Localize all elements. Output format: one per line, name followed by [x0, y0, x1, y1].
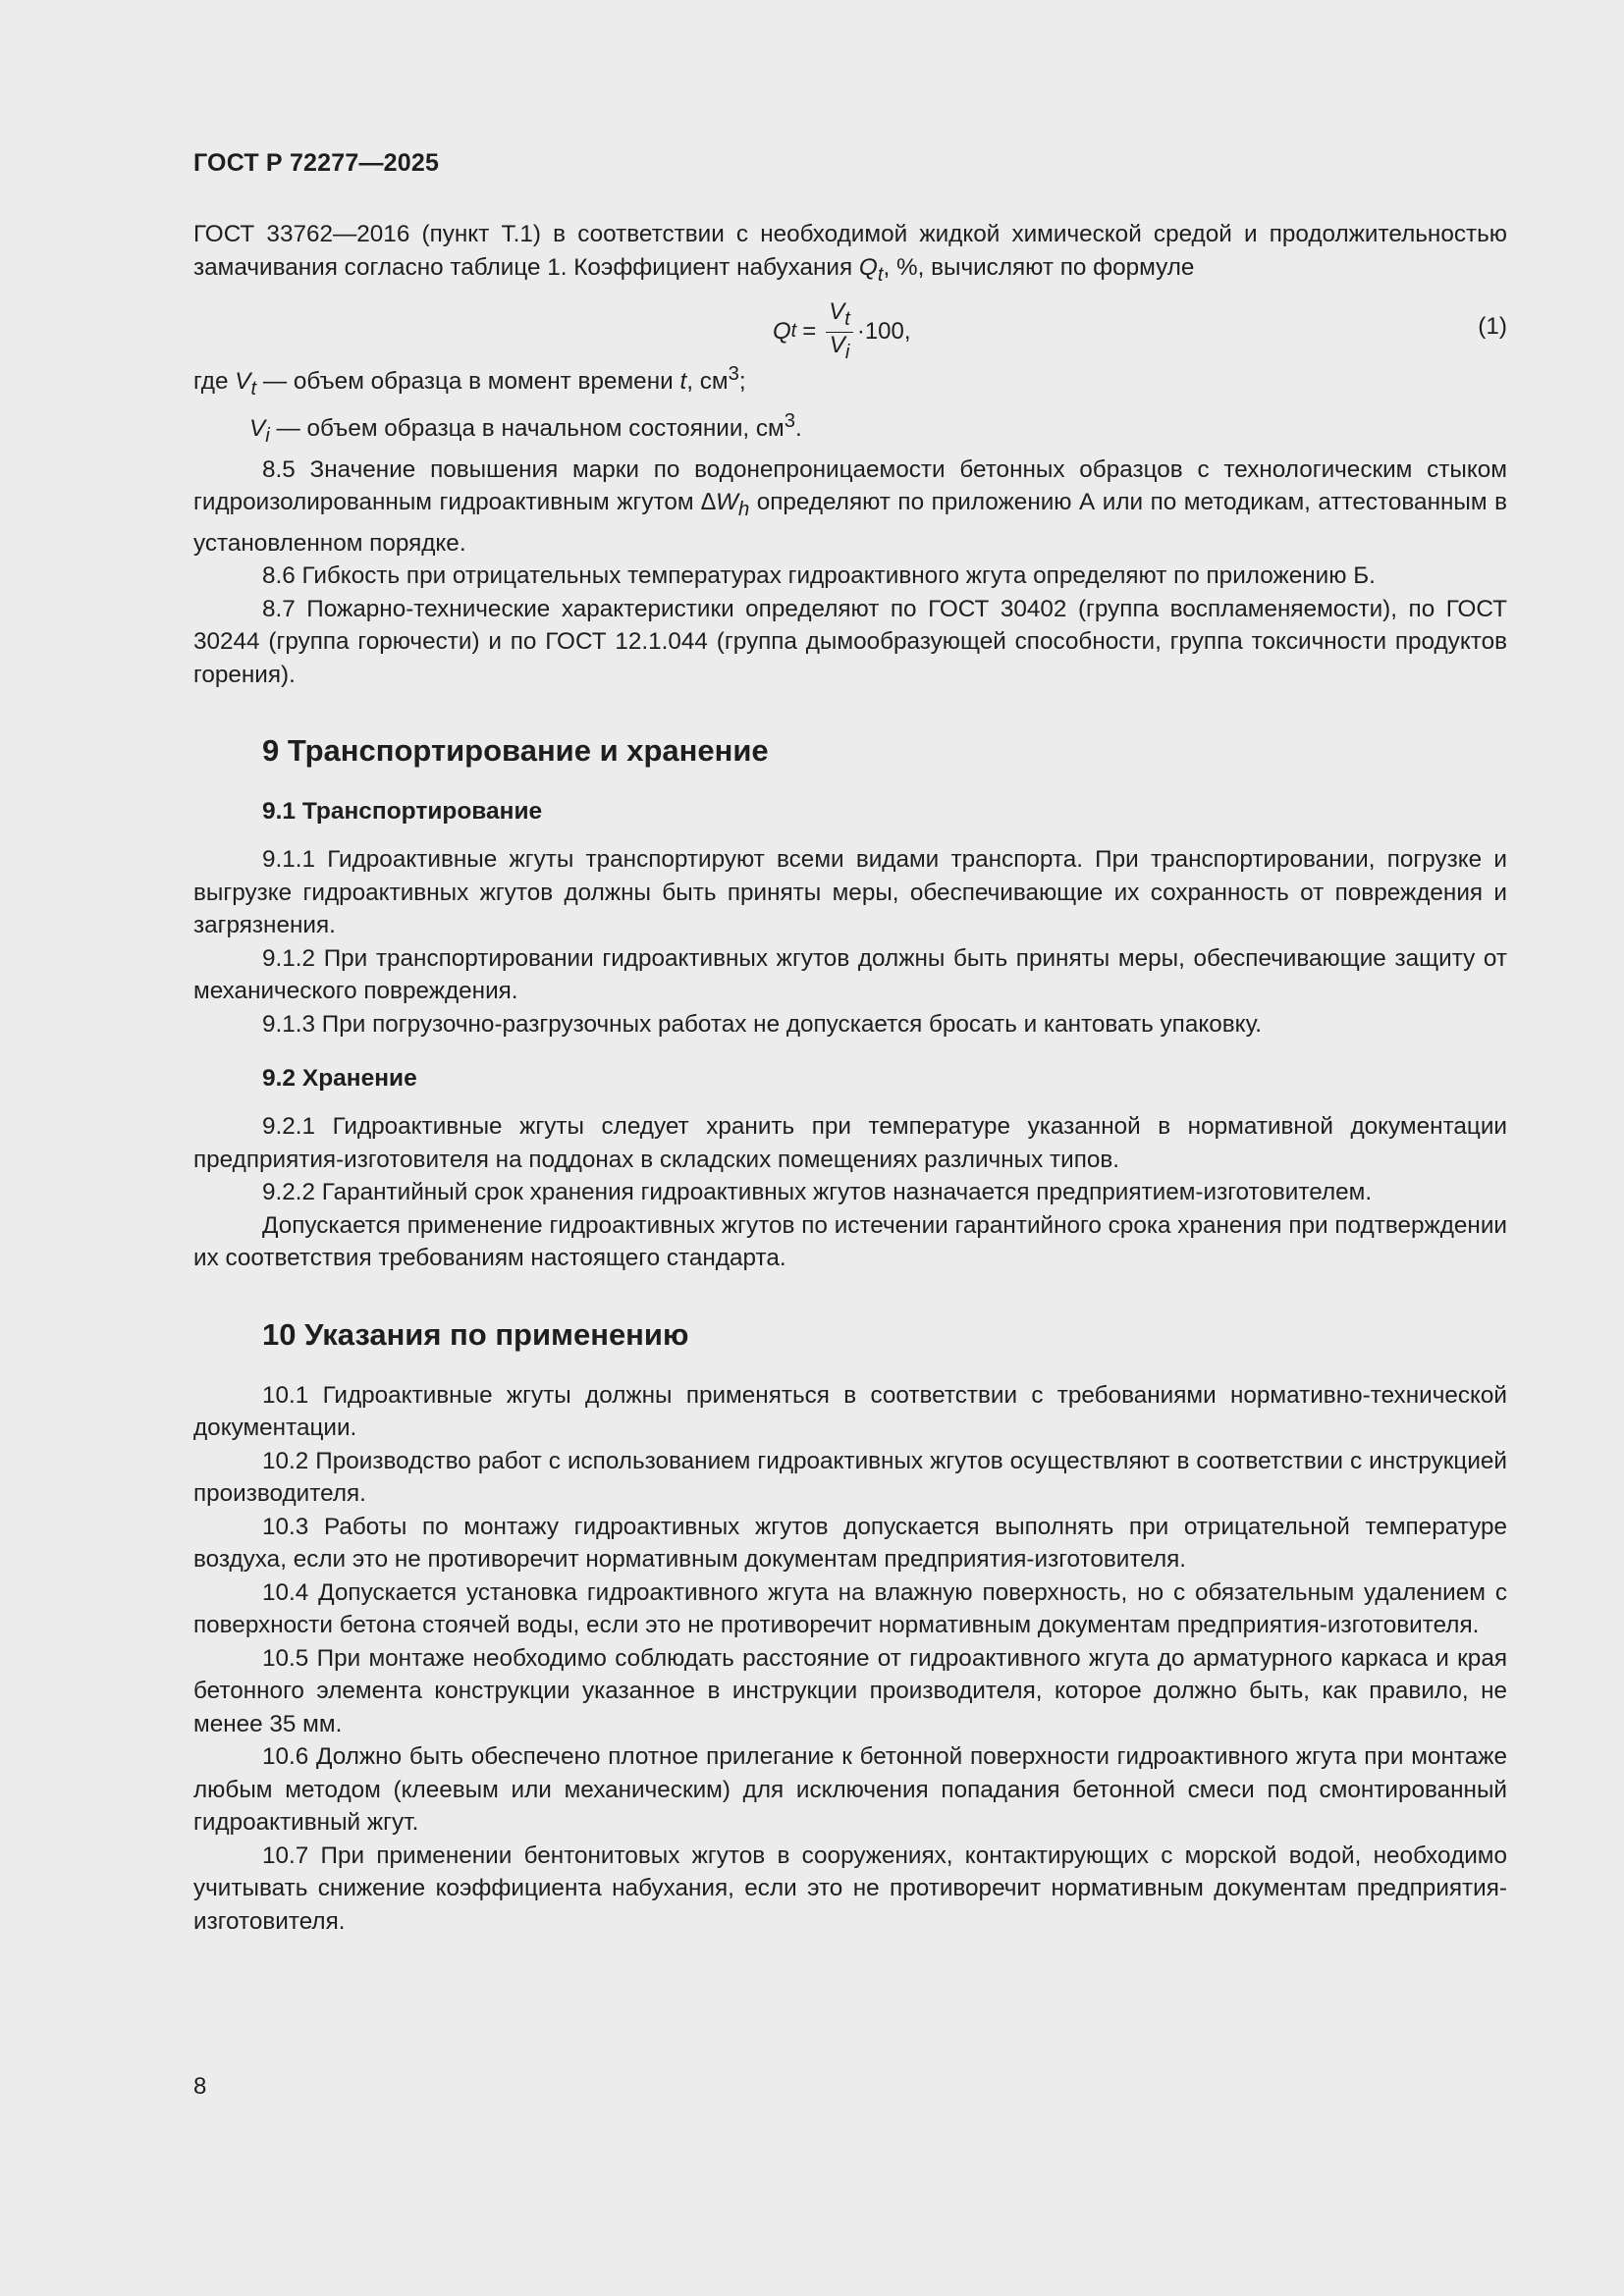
where-line-2: $V_i$ — объем образца в начальном состоянии, $см^3$. [249, 410, 802, 448]
section-9-2-title: 9.2 Хранение [262, 1065, 417, 1093]
paragraph-10-6: 10.6 Должно быть обеспечено плотное прилегание к бетонной поверхности гидроактивного жгута при монтаже любым методом (клеевым или механическим) для исключения попадания бетонной смеси под смонтированный гидроактивный жгут. [193, 1743, 1507, 1837]
paragraph-9-1-2: 9.1.2 При транспортировании гидроактивных жгутов должны быть приняты меры, обеспечивающие защиту от механического повреждения. [193, 944, 1507, 1005]
paragraph-9-1-1: 9.1.1 Гидроактивные жгуты транспортируют всеми видами транспорта. При транспортировании, погрузке и выгрузке гидроактивных жгутов должны быть приняты меры, обеспечивающие их сохранность от повреждения и загрязнения. [193, 846, 1507, 939]
formula-1: Q t = $\frac{V_t}{V_i}$ ·100, (1) [773, 297, 1507, 363]
paragraph-9-2-3: Допускается применение гидроактивных жгутов по истечении гарантийного срока хранения при подтверждении их соответствия требованиям настоящего стандарта. [193, 1211, 1507, 1272]
paragraph-8-5: 8.5 Значение повышения марки по водонепроницаемости бетонных образцов с технологическим стыком гидроизолированным гидроактивным жгутом $\Delta W_h$ определяют по приложению А или по методикам, аттестованным в установленном порядке. [193, 455, 1507, 557]
paragraph-9-2-1: 9.2.1 Гидроактивные жгуты следует хранить при температуре указанной в нормативной документации предприятия-изготовителя на поддонах в складских помещениях различных типов. [193, 1113, 1507, 1173]
paragraph-10-5: 10.5 При монтаже необходимо соблюдать расстояние от гидроактивного жгута до арматурного каркаса и края бетонного элемента конструкции указанное в инструкции производителя, которое должно быть, как правило, не менее 35 мм. [193, 1644, 1507, 1737]
document-body [193, 218, 1507, 1938]
paragraph-10-2: 10.2 Производство работ с использованием гидроактивных жгутов осуществляют в соответствии с инструкцией производителя. [193, 1447, 1507, 1508]
document-header: ГОСТ Р 72277—2025 [193, 149, 440, 177]
section-9-title: 9 Транспортирование и хранение [262, 733, 769, 769]
formula-fraction: $\frac{V_t}{V_i}$ [826, 299, 853, 365]
paragraph-9-2-2: 9.2.2 Гарантийный срок хранения гидроактивных жгутов назначается предприятием-изготовителем. [262, 1179, 1373, 1206]
page-number: 8 [193, 2073, 207, 2100]
paragraph-10-7: 10.7 При применении бентонитовых жгутов в сооружениях, контактирующих с морской водой, необходимо учитывать снижение коэффициента набухания, если это не противоречит нормативным документам предприятия-изготовителя. [193, 1842, 1507, 1935]
paragraph-8-6: 8.6 Гибкость при отрицательных температурах гидроактивного жгута определяют по приложению Б. [262, 562, 1376, 590]
paragraph-10-3: 10.3 Работы по монтажу гидроактивных жгутов допускается выполнять при отрицательной температуре воздуха, если это не противоречит нормативным документам предприятия-изготовителя. [193, 1513, 1507, 1574]
paragraph-9-1-3: 9.1.3 При погрузочно-разгрузочных работах не допускается бросать и кантовать упаковку. [262, 1010, 1263, 1038]
where-line-1: где $V_t$ — объем образца в момент времени t, $см^3$; [193, 362, 746, 400]
paragraph-10-1: 10.1 Гидроактивные жгуты должны применяться в соответствии с требованиями нормативно-технической документации. [193, 1381, 1507, 1442]
section-9-1-title: 9.1 Транспортирование [262, 798, 543, 826]
intro-paragraph: ГОСТ 33762—2016 (пункт Т.1) в соответствии с необходимой жидкой химической средой и продолжительностью замачивания согласно таблице 1. Коэффициент набухания $Q_t$, %, вычисляют по формуле [193, 221, 1507, 286]
paragraph-8-7: 8.7 Пожарно-технические характеристики определяют по ГОСТ 30402 (группа воспламеняемости), по ГОСТ 30244 (группа горючести) и по ГОСТ 12.1.044 (группа дымообразующей способности, группа токсичности продуктов горения). [193, 595, 1507, 688]
formula-number: (1) [1478, 312, 1507, 340]
paragraph-10-4: 10.4 Допускается установка гидроактивного жгута на влажную поверхность, но с обязательным удалением с поверхности бетона стоячей воды, если это не противоречит нормативным документам предприятия-изготовителя. [193, 1578, 1507, 1639]
section-10-title: 10 Указания по применению [262, 1316, 689, 1352]
